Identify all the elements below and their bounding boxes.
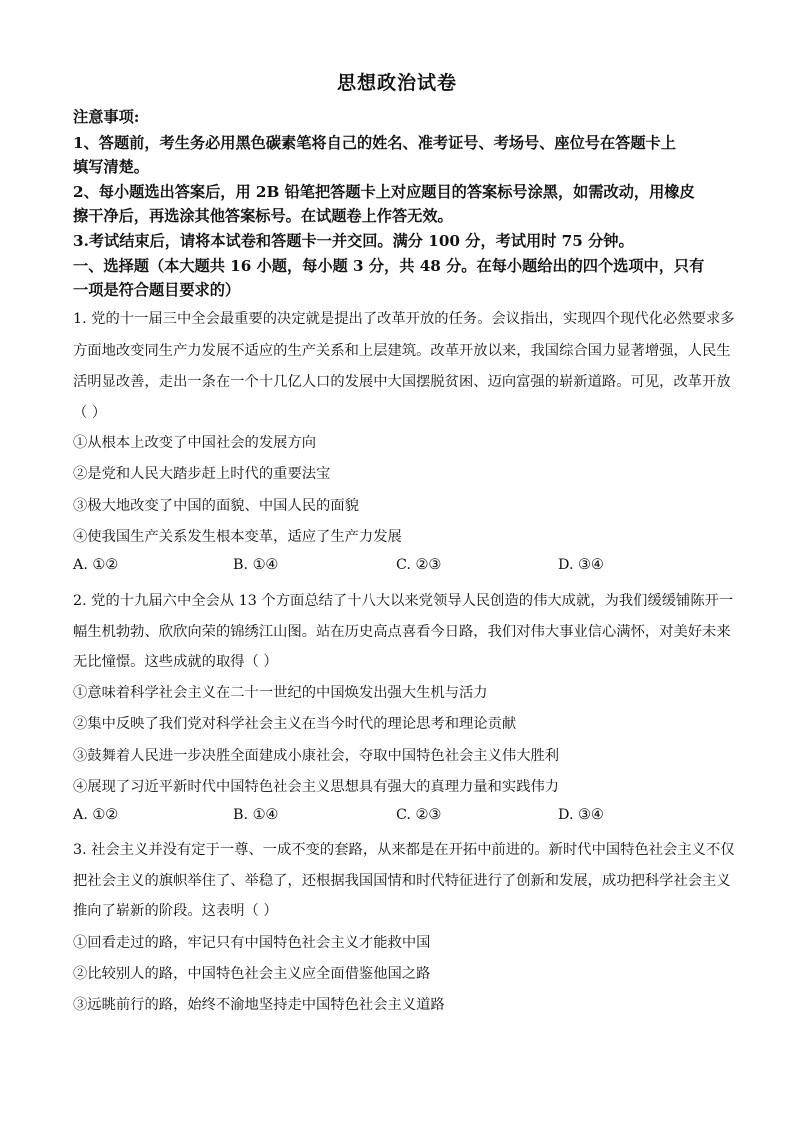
notice-heading: 注意事项: [73, 108, 140, 126]
notice-line: 擦干净后，再选涂其他答案标号。在试题卷上作答无效。 [73, 207, 453, 225]
notice-line: 3.考试结束后，请将本试卷和答题卡一并交回。满分 100 分，考试用时 75 分钟。 [73, 232, 634, 250]
notice-line: 1、答题前，考生务必用黑色碳素笔将自己的姓名、准考证号、考场号、座位号在答题卡上 [73, 134, 676, 152]
question-stem: 1. 党的十一届三中全会最重要的决定就是提出了改革开放的任务。会议指出，实现四个现代化必然要求多 [73, 311, 735, 327]
statement-item: ②集中反映了我们党对科学社会主义在当今时代的理论思考和理论贡献 [73, 716, 517, 732]
statement-item: ③远眺前行的路，始终不渝地坚持走中国特色社会主义道路 [73, 997, 445, 1013]
statement-item: ③极大地改变了中国的面貌、中国人民的面貌 [73, 498, 359, 514]
statement-item: ②是党和人民大踏步赶上时代的重要法宝 [73, 466, 331, 482]
statement-item: ②比较别人的路，中国特色社会主义应全面借鉴他国之路 [73, 966, 431, 982]
page-title: 思想政治试卷 [336, 72, 457, 94]
question-stem: 方面地改变同生产力发展不适应的生产关系和上层建筑。改革开放以来，我国综合国力显著增强，人民生 [73, 343, 731, 359]
option-c: C. ②③ [396, 557, 442, 573]
notice-line: 填写清楚。 [73, 158, 149, 176]
question-stem: 无比憧憬。这些成就的取得（ ） [73, 654, 278, 670]
question-stem: 幅生机勃勃、欣欣向荣的锦绣江山图。站在历史高点喜看今日路，我们对伟大事业信心满怀，对美好未来 [73, 624, 731, 640]
answer-blank: （ ） [73, 405, 107, 421]
section-heading: 一项是符合题目要求的） [73, 281, 241, 299]
option-b: B. ①④ [233, 557, 279, 573]
question-stem: 活明显改善，走出一条在一个十几亿人口的发展中大国摆脱贫困、迈向富强的崭新道路。可见，改革开放 [73, 374, 731, 390]
option-a: A. ①② [73, 557, 119, 573]
option-d: D. ③④ [558, 807, 604, 823]
question-stem: 2. 党的十九届六中全会从 13 个方面总结了十八大以来党领导人民创造的伟大成就，为我们缓缓铺陈开一 [73, 593, 734, 609]
statement-item: ①从根本上改变了中国社会的发展方向 [73, 435, 317, 451]
notice-line: 2、每小题选出答案后，用 2B 铅笔把答题卡上对应题目的答案标号涂黑，如需改动，用橡皮 [73, 183, 695, 201]
option-d: D. ③④ [558, 557, 604, 573]
statement-item: ①回看走过的路，牢记只有中国特色社会主义才能救中国 [73, 935, 431, 951]
option-c: C. ②③ [396, 807, 442, 823]
option-a: A. ①② [73, 807, 119, 823]
statement-item: ③鼓舞着人民进一步决胜全面建成小康社会，夺取中国特色社会主义伟大胜利 [73, 748, 560, 764]
question-stem: 把社会主义的旗帜举住了、举稳了，还根据我国国情和时代特征进行了创新和发展，成功把科学社会主义 [73, 873, 731, 889]
statement-item: ④使我国生产关系发生根本变革，适应了生产力发展 [73, 529, 402, 545]
option-b: B. ①④ [233, 807, 279, 823]
section-heading: 一、选择题（本大题共 16 小题，每小题 3 分，共 48 分。在每小题给出的四个选项中，只有 [73, 257, 705, 275]
question-stem: 推向了崭新的阶段。这表明（ ） [73, 903, 278, 919]
question-stem: 3. 社会主义并没有定于一尊、一成不变的套路，从来都是在开拓中前进的。新时代中国特色社会主义不仅 [73, 842, 735, 858]
statement-item: ①意味着科学社会主义在二十一世纪的中国焕发出强大生机与活力 [73, 685, 488, 701]
statement-item: ④展现了习近平新时代中国特色社会主义思想具有强大的真理力量和实践伟力 [73, 779, 560, 795]
